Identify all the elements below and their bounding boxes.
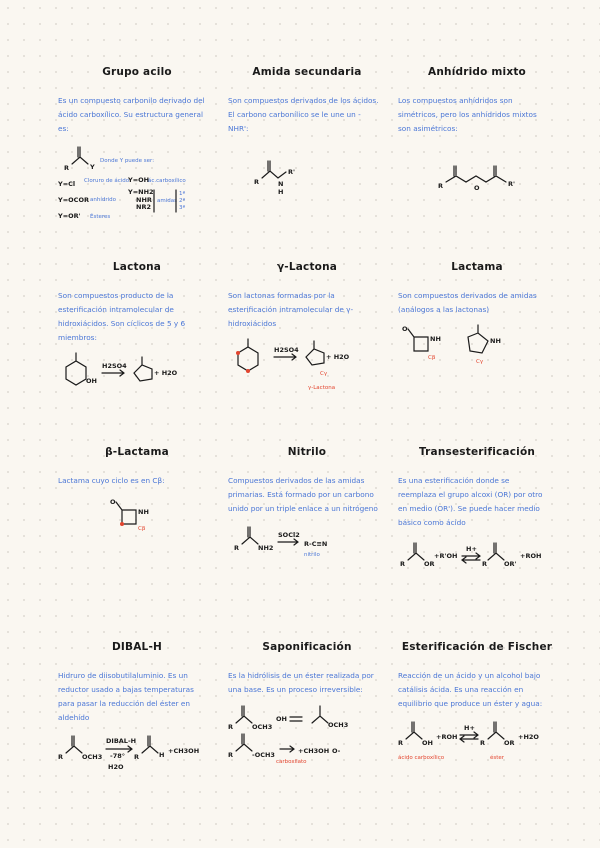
svg-text:SOCl2: SOCl2 xyxy=(278,531,300,539)
svg-text:Donde Y puede ser:: Donde Y puede ser: xyxy=(100,158,155,164)
svg-text:-OCH3: -OCH3 xyxy=(252,751,275,759)
svg-text:OH: OH xyxy=(86,377,97,385)
svg-text:-78°: -78° xyxy=(110,752,125,760)
card-description: Hidruro de diisobutilaluminio. Es un reductor usado a bajas temperaturas para pasar la reducción del éster en aldehído xyxy=(58,671,194,722)
svg-text:Y: Y xyxy=(90,163,95,171)
svg-text:R: R xyxy=(438,182,444,190)
svg-text:ác.carboxílico: ác.carboxílico xyxy=(148,178,186,184)
svg-text:OR': OR' xyxy=(504,560,517,568)
svg-text:NH: NH xyxy=(490,337,501,345)
svg-text:Y=OH: Y=OH xyxy=(128,176,150,184)
svg-text:+CH3OH: +CH3OH xyxy=(168,747,200,755)
svg-text:+ H2O: + H2O xyxy=(154,369,178,377)
svg-text:NHR: NHR xyxy=(136,196,152,204)
svg-text:OR: OR xyxy=(504,739,515,747)
svg-text:OH: OH xyxy=(422,739,433,747)
svg-text:Cloruro de ácido: Cloruro de ácido xyxy=(84,178,130,184)
svg-text:+ROH: +ROH xyxy=(436,733,458,741)
svg-text:Y=Cl: Y=Cl xyxy=(58,180,76,188)
svg-text:R: R xyxy=(398,739,404,747)
fischer-esterification-diagram xyxy=(398,717,556,769)
beta-lactam-diagram xyxy=(58,494,216,546)
card-description: Son lactonas formadas por la esterificación intramolecular de γ-hidroxiácidos xyxy=(228,291,354,328)
card-dibal-h xyxy=(52,633,222,818)
card-title: Nitrilo xyxy=(287,446,327,458)
svg-text:R: R xyxy=(228,751,234,759)
svg-text:R: R xyxy=(254,178,260,186)
svg-text:+ROH: +ROH xyxy=(520,552,542,560)
card-description: Es la hidrólisis de un éster realizada por una base. Es un proceso irreversible: xyxy=(228,671,374,694)
svg-text:O: O xyxy=(402,325,408,333)
svg-text:amidas: amidas xyxy=(157,198,177,204)
card-description: Lactama cuyo ciclo es en Cβ: xyxy=(58,476,165,485)
svg-text:+ H2O: + H2O xyxy=(326,353,350,361)
card-description: Es un compuesto carbonilo derivado del ácido carboxílico. Su estructura general es: xyxy=(58,96,205,133)
mixed-anhydride-diagram xyxy=(398,142,556,202)
saponification-reaction-diagram xyxy=(228,703,386,765)
card-title: Saponificación xyxy=(262,641,352,653)
card-nitrilo xyxy=(222,438,392,633)
svg-text:O-: O- xyxy=(332,747,341,755)
card-lactona xyxy=(52,253,222,438)
svg-text:R': R' xyxy=(508,180,515,188)
svg-text:Y=NH2: Y=NH2 xyxy=(128,188,154,196)
svg-text:Cβ: Cβ xyxy=(428,355,436,361)
svg-text:ácido carboxílico: ácido carboxílico xyxy=(398,755,445,761)
acyl-structure-diagram xyxy=(58,142,216,222)
svg-text:O: O xyxy=(110,498,116,506)
card-title: Lactama xyxy=(451,261,503,273)
svg-text:R: R xyxy=(58,753,64,761)
svg-text:H2O: H2O xyxy=(108,763,124,771)
transesterification-reaction-diagram xyxy=(398,536,556,576)
svg-text:H+: H+ xyxy=(464,724,475,732)
card-transesterificacion xyxy=(392,438,562,633)
nitrile-reaction-diagram xyxy=(228,522,386,562)
svg-text:H: H xyxy=(159,751,165,759)
card-esterificacion-fischer xyxy=(392,633,562,818)
svg-text:H2SO4: H2SO4 xyxy=(102,362,127,370)
lactone-reaction-diagram xyxy=(58,351,216,391)
card-description: Son compuestos derivados de los ácidos. El carbono carbonílico se le une un -NHR': xyxy=(228,96,379,133)
card-title: DIBAL-H xyxy=(112,641,162,653)
svg-text:R: R xyxy=(482,560,488,568)
svg-text:N: N xyxy=(278,180,284,188)
gamma-lactone-reaction-diagram xyxy=(228,337,386,393)
svg-text:éster: éster xyxy=(490,755,505,761)
svg-text:NH: NH xyxy=(430,335,441,343)
svg-text:Y=OR': Y=OR' xyxy=(58,212,81,220)
svg-text:Cγ: Cγ xyxy=(476,359,484,365)
card-amida-secundaria xyxy=(222,58,392,253)
svg-text:+H2O: +H2O xyxy=(518,733,539,741)
dibal-reduction-diagram xyxy=(58,731,216,775)
svg-text:nitrilo: nitrilo xyxy=(304,552,320,558)
svg-text:Y=OCOR: Y=OCOR xyxy=(58,196,89,204)
secondary-amide-diagram xyxy=(228,142,386,202)
svg-text:OH: OH xyxy=(276,715,287,723)
svg-text:Cγ: Cγ xyxy=(320,371,328,377)
card-description: Son compuestos derivados de amidas (análogos a las lactonas) xyxy=(398,291,537,314)
svg-text:DIBAL-H: DIBAL-H xyxy=(106,737,137,745)
svg-text:OR: OR xyxy=(424,560,435,568)
svg-text:O: O xyxy=(474,184,480,192)
svg-text:NH: NH xyxy=(138,508,149,516)
svg-text:+R'OH: +R'OH xyxy=(434,552,458,560)
svg-text:OCH3: OCH3 xyxy=(252,723,273,731)
svg-text:R: R xyxy=(400,560,406,568)
svg-text:R: R xyxy=(228,723,234,731)
notes-grid xyxy=(52,58,562,818)
card-grupo-acilo xyxy=(52,58,222,253)
svg-text:carboxilato: carboxilato xyxy=(276,759,307,765)
svg-text:+CH3OH: +CH3OH xyxy=(298,747,330,755)
svg-text:OCH3: OCH3 xyxy=(82,753,103,761)
svg-text:1ª: 1ª xyxy=(179,191,186,197)
svg-text:3ª: 3ª xyxy=(179,205,186,211)
card-title: β-Lactama xyxy=(105,446,169,458)
svg-text:γ-Lactona: γ-Lactona xyxy=(308,385,336,391)
card-description: Es una esterificación donde se reemplaza el grupo alcoxi (OR) por otro en medio (OR'). Se puede hacer medio básico como ácido xyxy=(398,476,543,527)
svg-text:R: R xyxy=(134,753,140,761)
svg-text:H: H xyxy=(278,188,284,196)
card-description: Compuestos derivados de las amidas primarias. Está formado por un carbono unido por un triple enlace a un nitrógeno xyxy=(228,476,378,513)
svg-text:R: R xyxy=(234,544,240,552)
lactam-diagram xyxy=(398,323,556,367)
card-beta-lactama xyxy=(52,438,222,633)
svg-text:Ésteres: Ésteres xyxy=(90,214,111,220)
svg-text:Cβ: Cβ xyxy=(138,526,146,532)
card-title: Lactona xyxy=(112,261,162,273)
card-saponificacion xyxy=(222,633,392,818)
card-title: Transesterificación xyxy=(418,446,536,458)
card-anhidrido-mixto xyxy=(392,58,562,253)
card-description: Los compuestos anhídridos son simétricos, pero los anhídridos mixtos son asimétricos: xyxy=(398,96,537,133)
svg-text:NH2: NH2 xyxy=(258,544,274,552)
card-title: Anhídrido mixto xyxy=(428,66,526,78)
svg-text:anhídrido: anhídrido xyxy=(90,197,117,203)
card-title: γ-Lactona xyxy=(276,261,338,273)
svg-text:R: R xyxy=(64,164,70,172)
card-description: Son compuestos producto de la esterificación intramolecular de hidroxiácidos. Son cíclicos de 5 y 6 miembros: xyxy=(58,291,186,342)
svg-text:R': R' xyxy=(288,168,295,176)
svg-text:OCH3: OCH3 xyxy=(328,721,349,729)
svg-text:NR2: NR2 xyxy=(136,203,151,211)
svg-text:R-C≡N: R-C≡N xyxy=(304,540,328,548)
svg-text:R: R xyxy=(480,739,486,747)
card-description: Reacción de un ácido y un alcohol bajo catálisis ácida. Es una reacción en equilibrio que produce un éster y agua: xyxy=(398,671,543,708)
svg-text:H2SO4: H2SO4 xyxy=(274,346,299,354)
card-title: Esterificación de Fischer xyxy=(401,641,553,653)
card-title: Grupo acilo xyxy=(102,66,172,78)
card-lactama xyxy=(392,253,562,438)
svg-text:2ª: 2ª xyxy=(179,198,186,204)
card-gamma-lactona xyxy=(222,253,392,438)
svg-text:H+: H+ xyxy=(466,545,477,553)
card-title: Amida secundaria xyxy=(252,66,362,78)
